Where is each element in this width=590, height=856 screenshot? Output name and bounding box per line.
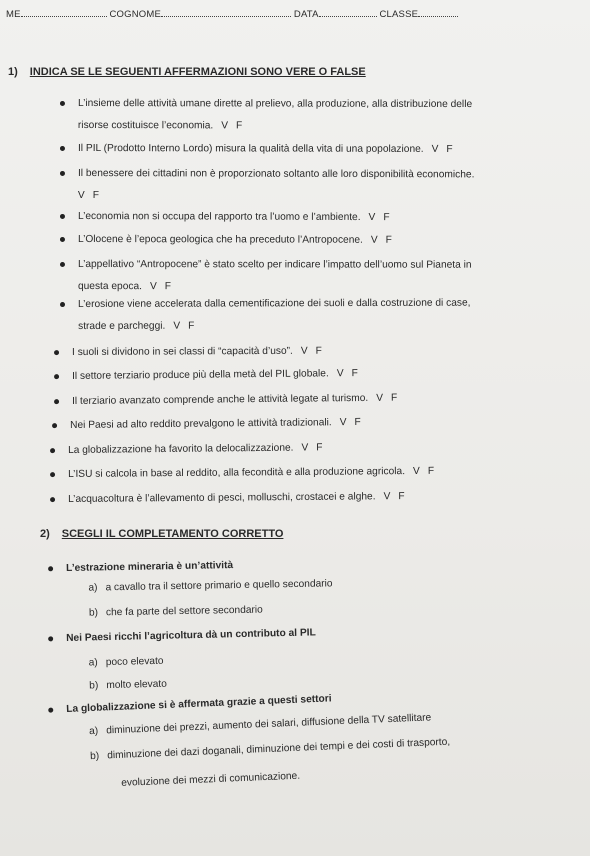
statement-text: Il terziario avanzato comprende anche le attività legate al turismo. xyxy=(72,392,369,407)
true-false-options xyxy=(413,466,442,477)
bullet-icon xyxy=(50,472,55,477)
true-false-options xyxy=(301,442,330,453)
true-false-options xyxy=(376,393,405,404)
statement-text: Il PIL (Prodotto Interno Lordo) misura la qualità della vita di una popolazione. xyxy=(77,143,424,155)
tf-item-text-continued xyxy=(78,189,107,203)
name-label: ME xyxy=(6,9,21,20)
section-2-heading: SCEGLI IL COMPLETAMENTO CORRETTO xyxy=(61,528,284,540)
true-option[interactable]: V xyxy=(376,392,384,404)
class-blank xyxy=(418,8,458,17)
true-false-options xyxy=(369,212,398,223)
bullet-icon xyxy=(60,101,65,106)
false-option[interactable]: F xyxy=(385,234,392,246)
answer-option[interactable] xyxy=(89,679,167,692)
true-option[interactable]: V xyxy=(431,143,439,155)
bullet-icon xyxy=(48,566,53,571)
true-false-options xyxy=(432,144,461,155)
statement-text: Il settore terziario produce più della metà del PIL globale. xyxy=(72,368,329,382)
tf-item-text xyxy=(78,297,470,312)
false-option[interactable]: F xyxy=(446,143,453,155)
header-fields xyxy=(6,8,584,20)
option-text: diminuzione dei dazi doganali, diminuzione dei tempi e dei costi di trasporto, xyxy=(106,736,451,762)
option-text-continued: evoluzione dei mezzi di comunicazione. xyxy=(121,770,301,789)
tf-item-text xyxy=(68,490,413,507)
surname-label: COGNOME xyxy=(109,9,162,20)
option-text: diminuzione dei prezzi, aumento dei salari, diffusione della TV satellitare xyxy=(105,712,432,737)
bullet-icon xyxy=(60,146,65,151)
true-option[interactable]: V xyxy=(300,345,308,357)
statement-text: Nei Paesi ad alto reddito prevalgono le attività tradizionali. xyxy=(70,417,332,431)
false-option[interactable]: F xyxy=(316,442,323,454)
true-false-options xyxy=(78,190,107,201)
false-option[interactable]: F xyxy=(427,465,435,477)
answer-option[interactable] xyxy=(89,712,431,737)
answer-option[interactable] xyxy=(89,605,263,619)
tf-item-text xyxy=(72,392,405,409)
true-false-options xyxy=(173,321,202,332)
bullet-icon xyxy=(50,448,55,453)
option-letter: a) xyxy=(88,582,98,594)
bullet-icon xyxy=(54,350,59,355)
section-2-title xyxy=(40,528,283,540)
tf-item-text xyxy=(68,465,442,482)
option-text: che fa parte del settore secondario xyxy=(105,604,263,619)
option-text: poco elevato xyxy=(105,655,164,669)
false-option[interactable]: F xyxy=(383,212,390,224)
true-false-options xyxy=(337,368,366,379)
statement-text: I suoli si dividono in sei classi di “capacità d’uso”. xyxy=(72,345,293,358)
tf-item-text xyxy=(72,367,366,384)
bullet-icon xyxy=(54,399,59,404)
option-letter: b) xyxy=(89,680,99,692)
option-letter: b) xyxy=(89,750,100,763)
true-false-options xyxy=(221,120,250,131)
tf-item-text xyxy=(72,345,330,360)
bullet-icon xyxy=(48,708,53,713)
statement-text: questa epoca. xyxy=(77,280,142,293)
question-text: La globalizzazione si è affermata grazie a questi settori xyxy=(66,693,332,715)
class-label: CLASSE xyxy=(379,9,419,20)
tf-item-text xyxy=(78,167,474,182)
bullet-icon xyxy=(60,237,65,242)
true-option[interactable]: V xyxy=(149,281,157,293)
true-option[interactable]: V xyxy=(336,368,344,380)
bullet-icon xyxy=(60,302,65,307)
false-option[interactable]: F xyxy=(390,392,398,404)
true-option[interactable]: V xyxy=(301,442,309,454)
tf-item-text-continued xyxy=(78,280,179,294)
tf-item-text-continued xyxy=(78,320,202,334)
true-option[interactable]: V xyxy=(383,491,391,503)
section-1-number: 1) xyxy=(8,66,18,78)
true-option[interactable]: V xyxy=(173,320,181,332)
statement-text: L’Olocene è l’epoca geologica che ha preceduto l’Antropocene. xyxy=(77,234,363,246)
false-option[interactable]: F xyxy=(188,320,195,332)
option-text: a cavallo tra il settore primario e quello secondario xyxy=(105,578,333,594)
false-option[interactable]: F xyxy=(354,416,361,429)
true-option[interactable]: V xyxy=(77,189,85,202)
statement-text: Il benessere dei cittadini non è proporzionato soltanto alle loro disponibilità economiche. xyxy=(77,168,475,181)
true-option[interactable]: V xyxy=(339,417,347,429)
true-option[interactable]: V xyxy=(368,212,376,224)
date-label: DATA xyxy=(293,9,319,20)
name-blank xyxy=(21,8,107,17)
section-1-title xyxy=(8,66,366,78)
bullet-icon xyxy=(54,374,59,379)
statement-text: L’erosione viene accelerata dalla cementificazione dei suoli e dalla costruzione di case, xyxy=(78,297,471,310)
tf-item-text xyxy=(78,97,472,112)
section-1-heading: INDICA SE LE SEGUENTI AFFERMAZIONI SONO VERE O FALSE xyxy=(29,66,366,78)
option-letter: a) xyxy=(88,725,99,738)
bullet-icon xyxy=(48,636,53,641)
statement-text: strade e parcheggi. xyxy=(78,320,166,332)
statement-text: L’insieme delle attività umane dirette al prelievo, alla produzione, alla distribuzione delle xyxy=(77,98,473,111)
tf-item-text xyxy=(70,416,369,433)
statement-text: L’economia non si occupa del rapporto tra l’uomo e l’ambiente. xyxy=(77,211,361,223)
true-option[interactable]: V xyxy=(370,234,378,246)
tf-item-text xyxy=(78,233,400,248)
true-false-options xyxy=(340,417,369,428)
option-letter: a) xyxy=(88,657,98,669)
tf-item-text xyxy=(68,441,331,458)
true-false-options xyxy=(301,346,330,357)
answer-option[interactable] xyxy=(89,656,164,669)
true-option[interactable]: V xyxy=(412,465,420,477)
answer-option[interactable] xyxy=(90,737,450,762)
statement-text: L’acquacoltura è l’allevamento di pesci, molluschi, crostacei e alghe. xyxy=(68,491,376,505)
statement-text: L’ISU si calcola in base al reddito, alla fecondità e alla produzione agricola. xyxy=(68,466,406,480)
section-2-number: 2) xyxy=(40,528,50,540)
tf-item-text-continued xyxy=(78,119,250,133)
question-text: L’estrazione mineraria è un’attività xyxy=(66,560,234,574)
tf-item-text xyxy=(78,258,472,273)
true-option[interactable]: V xyxy=(221,120,229,132)
tf-item-text xyxy=(78,210,398,225)
false-option[interactable]: F xyxy=(164,281,172,293)
bullet-icon xyxy=(50,497,55,502)
statement-text: risorse costituisce l’economia. xyxy=(77,119,214,132)
bullet-icon xyxy=(60,171,65,176)
true-false-options xyxy=(150,281,179,292)
date-blank xyxy=(319,8,377,17)
false-option[interactable]: F xyxy=(92,190,99,202)
true-false-options xyxy=(383,491,412,502)
statement-text: La globalizzazione ha favorito la delocalizzazione. xyxy=(68,442,294,456)
tf-item-text xyxy=(78,142,461,157)
bullet-icon xyxy=(60,214,65,219)
false-option[interactable]: F xyxy=(398,491,405,503)
surname-blank xyxy=(161,8,291,17)
false-option[interactable]: F xyxy=(315,345,322,357)
option-letter: b) xyxy=(88,607,99,619)
true-false-options xyxy=(371,235,400,246)
bullet-icon xyxy=(52,423,57,428)
question-text: Nei Paesi ricchi l’agricoltura dà un contributo al PIL xyxy=(66,627,316,644)
bullet-icon xyxy=(60,262,65,267)
answer-option[interactable] xyxy=(88,578,332,593)
false-option[interactable]: F xyxy=(351,368,358,380)
false-option[interactable]: F xyxy=(236,120,243,132)
option-text: molto elevato xyxy=(106,678,167,692)
statement-text: L’appellativo “Antropocene” è stato scelto per indicare l’impatto dell’uomo sul Pianeta in xyxy=(77,259,472,271)
